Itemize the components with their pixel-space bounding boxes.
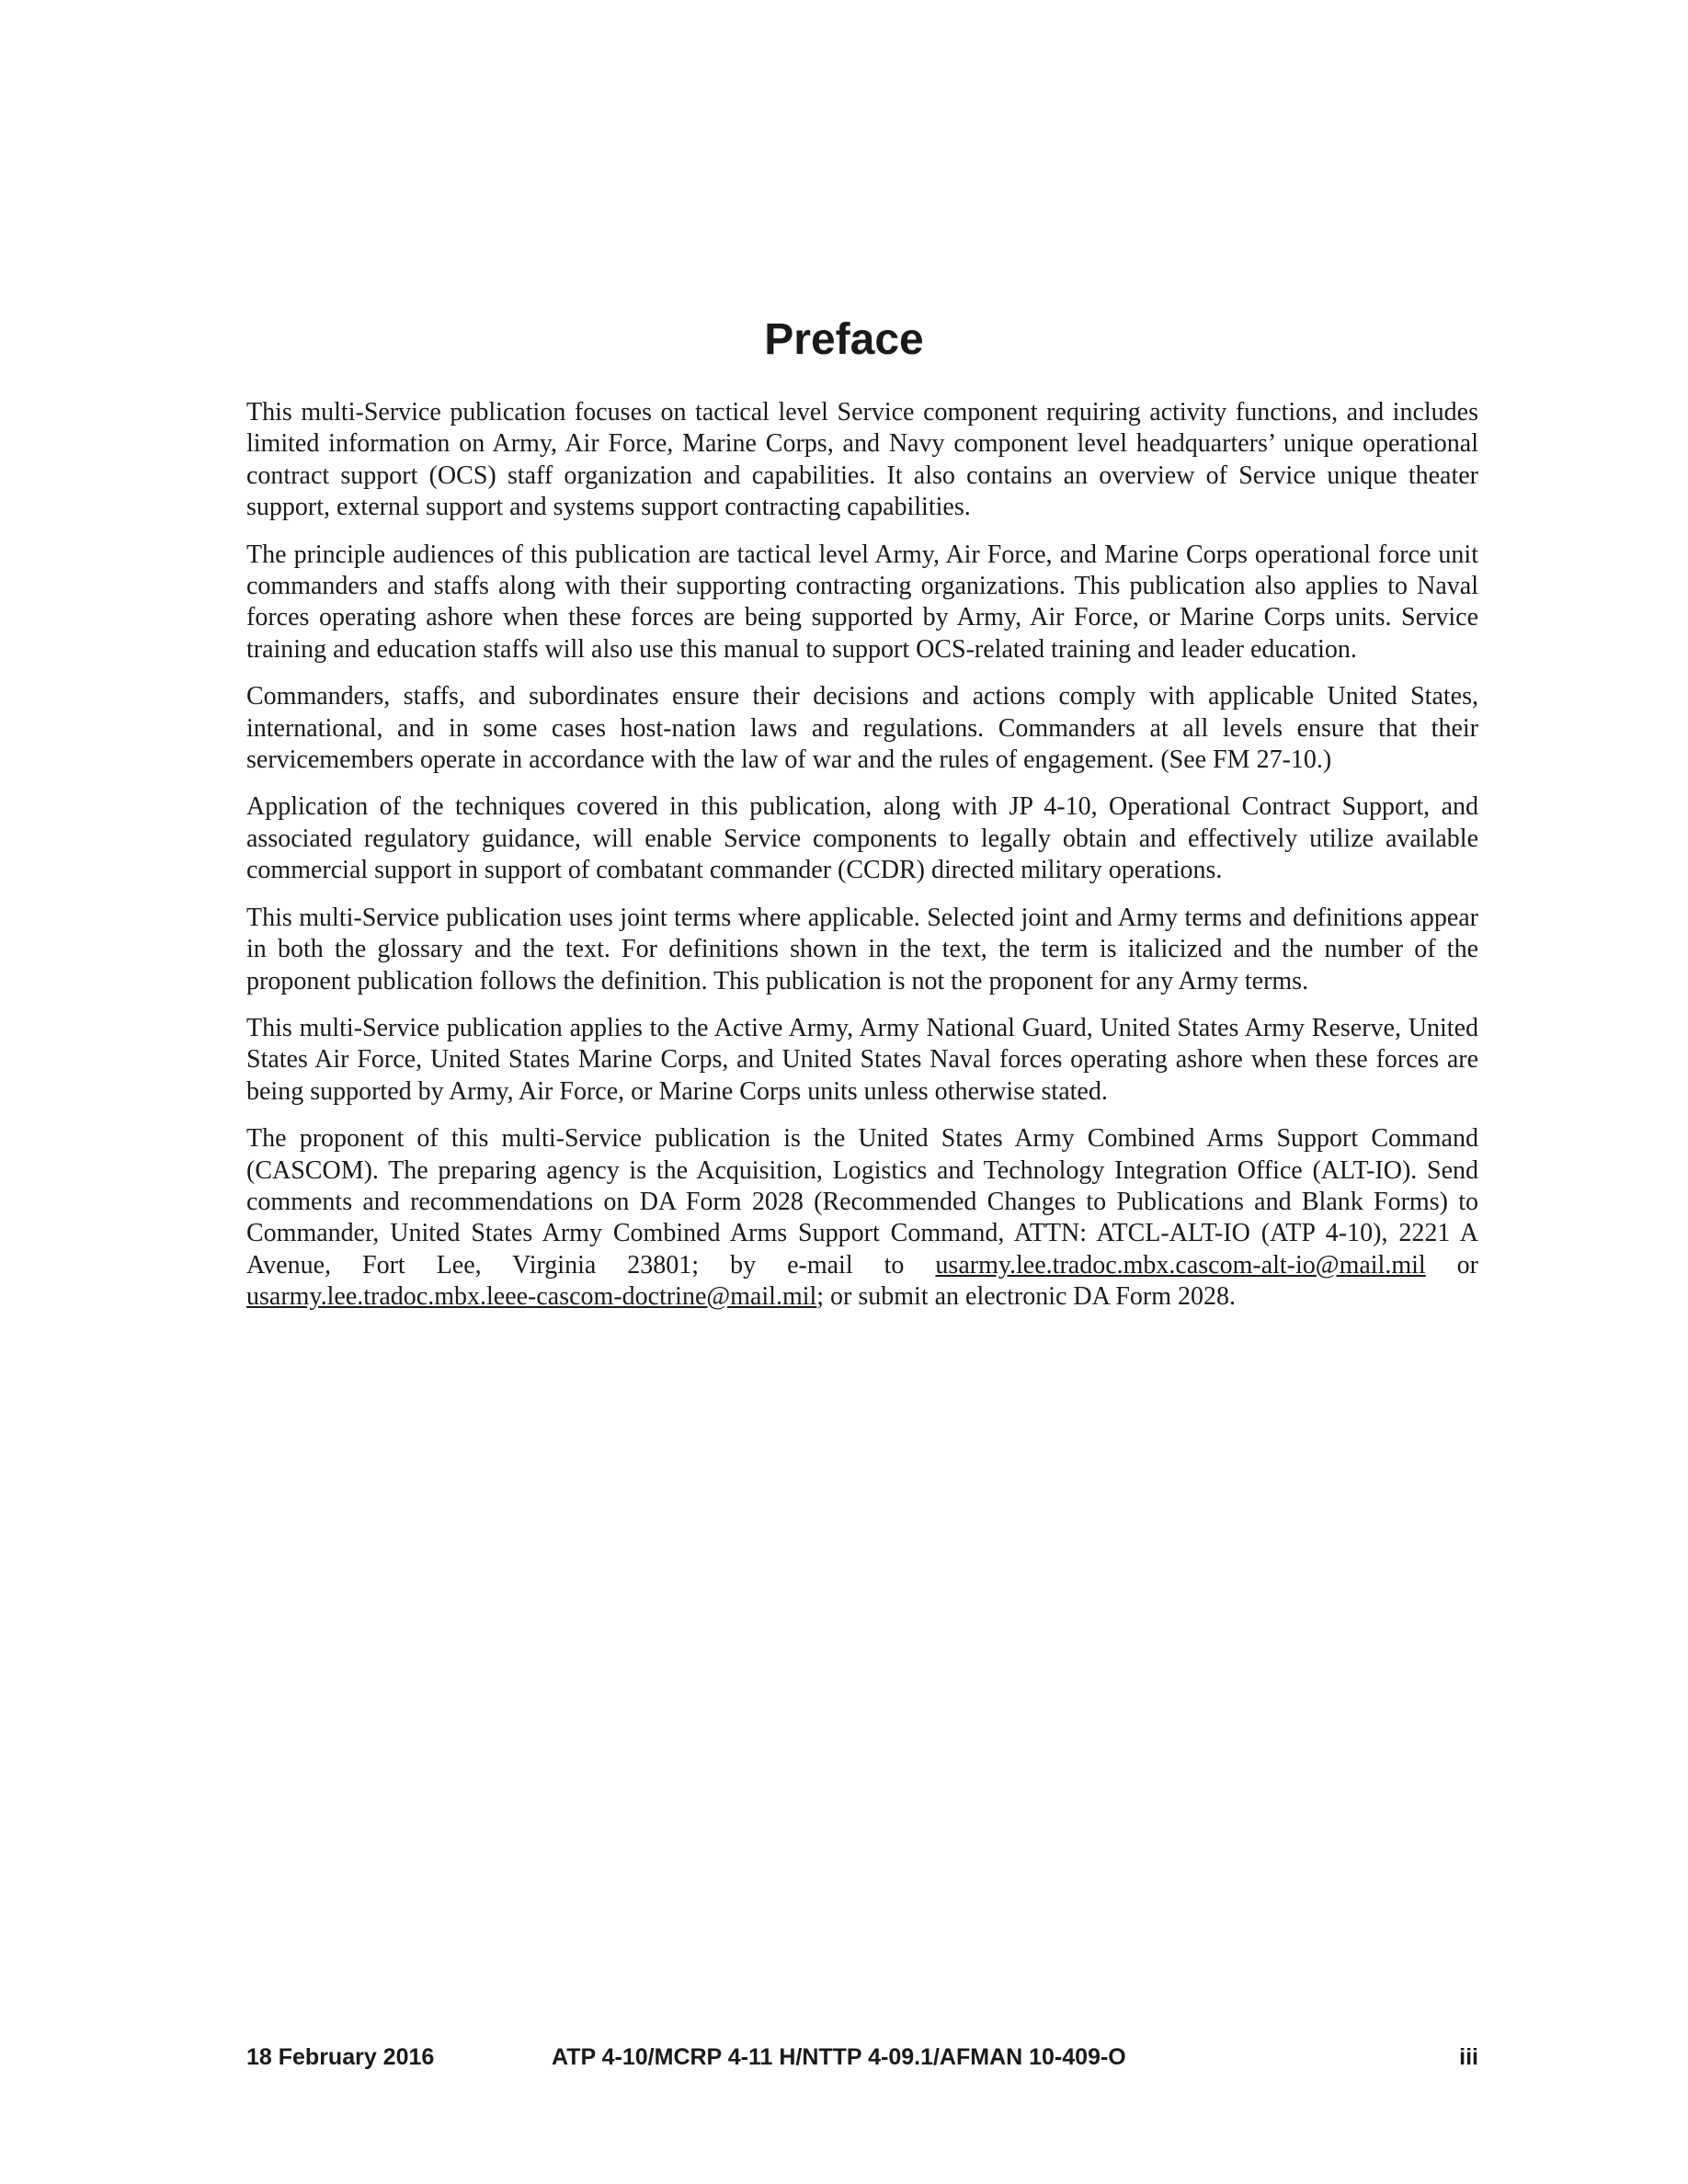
paragraph-scope: This multi-Service publication focuses on tactical level Service component requiring activity functions, and includes limited information on Army, Air Force, Marine Corps, and Navy component level headquarters’ unique operational contract support (OCS) staff organization and capabilities. It also contains an overview of Service unique theater support, external support and systems support contracting capabilities. — [246, 398, 1478, 522]
proponent-text-end: ; or submit an electronic DA Form 2028. — [816, 1282, 1236, 1312]
footer-publication-id: ATP 4-10/MCRP 4-11 H/NTTP 4-09.1/AFMAN 10-409-O — [552, 2044, 1126, 2070]
footer-date: 18 February 2016 — [246, 2044, 435, 2070]
proponent-text-or: or — [1425, 1250, 1479, 1280]
paragraph-application: Application of the techniques covered in this publication, along with JP 4-10, Operational Contract Support, and associated regulatory guidance, will enable Service components to legally obtain and effectively utilize available commercial support in support of combatant commander (CCDR) directed military operations. — [246, 792, 1478, 885]
paragraph-proponent — [246, 1123, 1478, 1313]
proponent-text: The proponent of this multi-Service publication is the United States Army Combined Arms Support Command (CASCOM). The preparing agency is the Acquisition, Logistics and Technology Integration Office (ALT-IO). Send comments and recommendations on DA Form 2028 (Recommended Changes to Publications and Blank Forms) to Commander, United States Army Combined Arms Support Command, ATTN: ATCL-ALT-IO (ATP 4-10), 2221 A Avenue, Fort Lee, Virginia 23801; by e-mail to — [246, 1124, 1478, 1280]
paragraph-legal-compliance: Commanders, staffs, and subordinates ensure their decisions and actions comply with applicable United States, international, and in some cases host-nation laws and regulations. Commanders at all levels ensure that their servicemembers operate in accordance with the law of war and the rules of engagement. (See FM 27-10.) — [246, 682, 1478, 775]
footer-page-number: iii — [1459, 2044, 1478, 2070]
email-link-alt-io[interactable]: usarmy.lee.tradoc.mbx.cascom-alt-io@mail.mil — [935, 1250, 1426, 1280]
paragraph-terms: This multi-Service publication uses joint terms where applicable. Selected joint and Army terms and definitions appear in both the glossary and the text. For definitions shown in the text, the term is italicized and the number of the proponent publication follows the definition. This publication is not the proponent for any Army terms. — [246, 903, 1478, 995]
email-link-doctrine[interactable]: usarmy.lee.tradoc.mbx.leee-cascom-doctrine@mail.mil — [246, 1282, 817, 1312]
preface-body — [246, 397, 1478, 1329]
paragraph-applicability: This multi-Service publication applies to the Active Army, Army National Guard, United States Army Reserve, United States Air Force, United States Marine Corps, and United States Naval forces operating ashore when these forces are being supported by Army, Air Force, or Marine Corps units unless otherwise stated. — [246, 1013, 1478, 1106]
page-footer — [246, 2042, 1478, 2072]
page-title: Preface — [764, 315, 924, 364]
paragraph-audience: The principle audiences of this publication are tactical level Army, Air Force, and Marine Corps operational force unit commanders and staffs along with their supporting contracting organizations. This publication also applies to Naval forces operating ashore when these forces are being supported by Army, Air Force, or Marine Corps units. Service training and education staffs will also use this manual to support OCS-related training and leader education. — [246, 540, 1478, 664]
